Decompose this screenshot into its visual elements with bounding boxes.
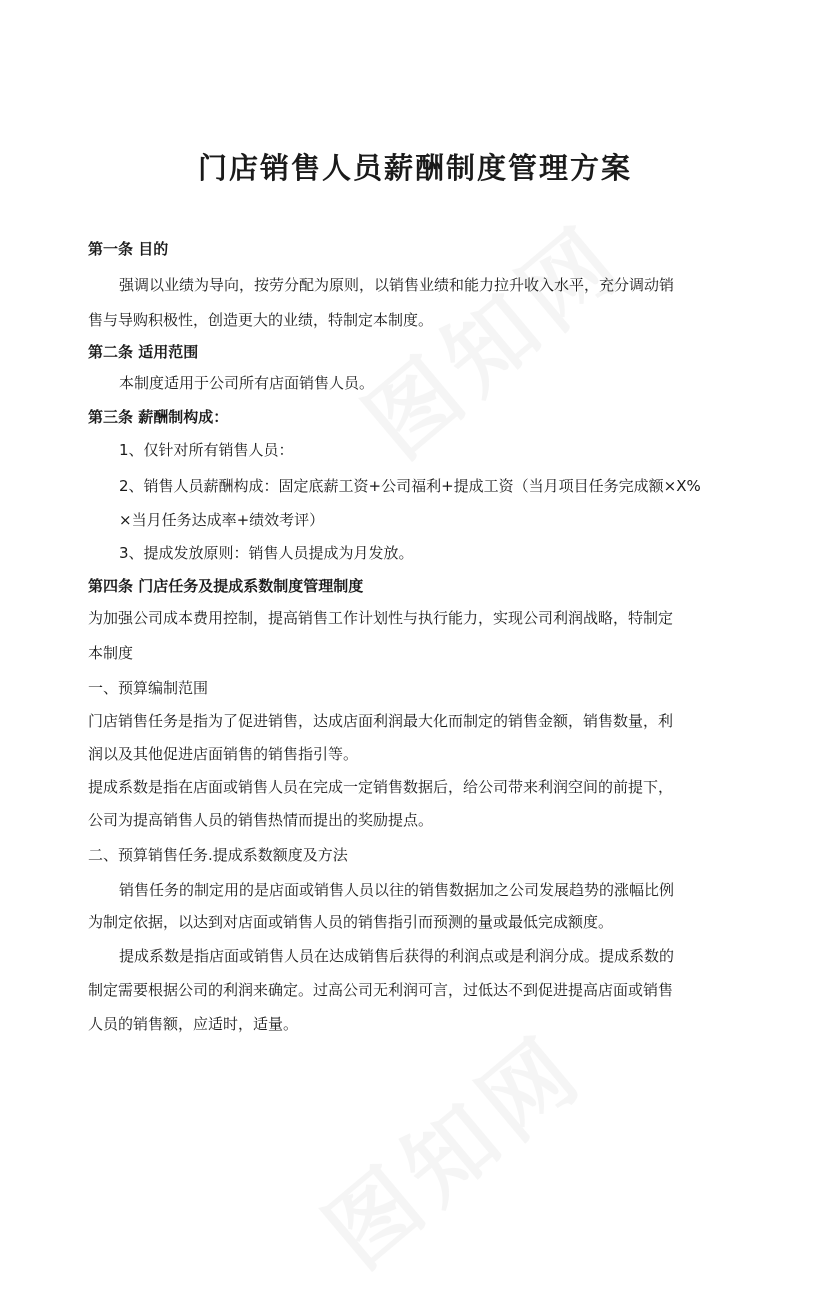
- paragraph-line: 人员的销售额，应适时，适量。: [88, 1015, 299, 1033]
- watermark: [293, 999, 606, 1291]
- paragraph-line: 销售任务的制定用的是店面或销售人员以往的销售数据加之公司发展趋势的涨幅比例: [119, 881, 675, 899]
- paragraph-line: 制定需要根据公司的利润来确定。过高公司无利润可言，过低达不到促进提高店面或销售: [88, 981, 674, 999]
- paragraph-line: 本制度适用于公司所有店面销售人员。: [119, 374, 375, 392]
- list-item: 1、仅针对所有销售人员：: [119, 441, 294, 459]
- paragraph-line: 润以及其他促进店面销售的销售指引等。: [88, 745, 359, 763]
- section-heading-3: 第三条 薪酬制构成：: [88, 408, 229, 426]
- paragraph-line: 门店销售任务是指为了促进销售，达成店面利润最大化而制定的销售金额，销售数量，利: [88, 712, 674, 730]
- paragraph-line: 为制定依据，以达到对店面或销售人员的销售指引而预测的量或最低完成额度。: [88, 913, 614, 931]
- paragraph-line: 售与导购积极性，创造更大的业绩，特制定本制度。: [88, 311, 434, 329]
- subsection-heading: 二、预算销售任务.提成系数额度及方法: [88, 846, 348, 864]
- list-item-continuation: ×当月任务达成率+绩效考评）: [119, 511, 325, 529]
- paragraph-line: 本制度: [88, 644, 134, 662]
- section-heading-2: 第二条 适用范围: [88, 343, 199, 361]
- subsection-heading: 一、预算编制范围: [88, 679, 209, 697]
- paragraph-line: 为加强公司成本费用控制，提高销售工作计划性与执行能力，实现公司利润战略，特制定: [88, 609, 674, 627]
- list-item: 3、提成发放原则：销售人员提成为月发放。: [119, 544, 414, 562]
- watermark: [333, 189, 646, 481]
- document-title: 门店销售人员薪酬制度管理方案: [197, 151, 632, 185]
- paragraph-line: 公司为提高销售人员的销售热情而提出的奖励提点。: [88, 811, 434, 829]
- paragraph-line: 提成系数是指在店面或销售人员在完成一定销售数据后，给公司带来利润空间的前提下，: [88, 778, 674, 796]
- paragraph-line: 强调以业绩为导向，按劳分配为原则，以销售业绩和能力拉升收入水平，充分调动销: [119, 276, 675, 294]
- paragraph-line: 提成系数是指店面或销售人员在达成销售后获得的利润点或是利润分成。提成系数的: [119, 947, 675, 965]
- section-heading-4: 第四条 门店任务及提成系数制度管理制度: [88, 577, 364, 595]
- list-item: 2、销售人员薪酬构成：固定底薪工资+公司福利+提成工资（当月项目任务完成额×X%: [119, 477, 701, 495]
- section-heading-1: 第一条 目的: [88, 240, 169, 258]
